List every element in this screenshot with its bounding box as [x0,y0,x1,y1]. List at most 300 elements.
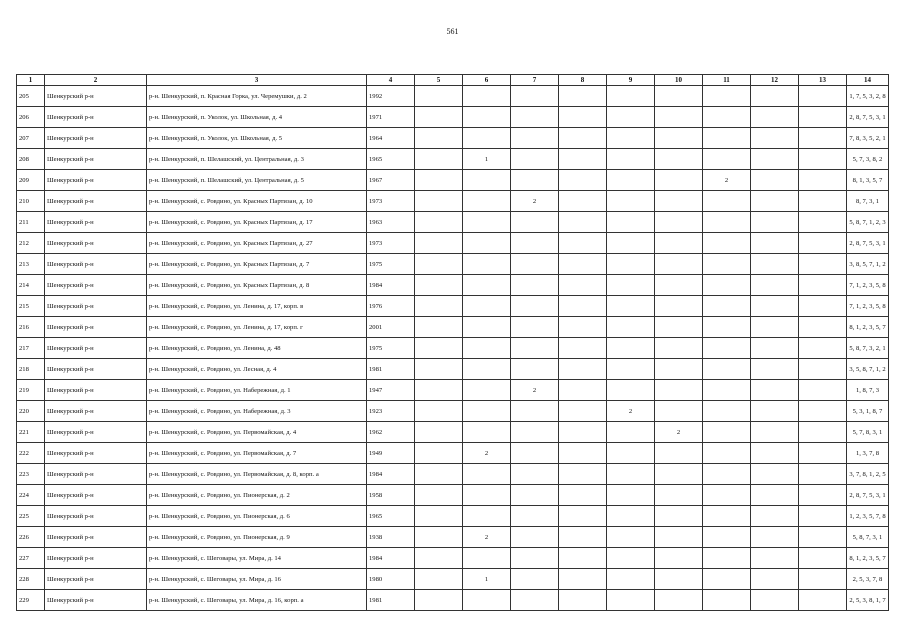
row-number-cell: 221 [17,422,45,443]
year-cell: 1975 [367,254,415,275]
column-8-cell [559,527,607,548]
row-number-cell: 226 [17,527,45,548]
column-11-cell [703,464,751,485]
column-6-cell: 2 [463,443,511,464]
district-cell: Шенкурский р-н [45,86,147,107]
column-7-cell [511,233,559,254]
column-6-cell [463,422,511,443]
year-cell: 1947 [367,380,415,401]
column-11-cell [703,275,751,296]
year-cell: 1964 [367,128,415,149]
column-12-cell [751,296,799,317]
column-7-cell: 2 [511,191,559,212]
column-13-cell [799,485,847,506]
column-13-cell [799,107,847,128]
column-7-cell [511,149,559,170]
column-8-cell [559,275,607,296]
column-14-cell: 2, 5, 3, 7, 8 [847,569,889,590]
column-header: 14 [847,75,889,86]
column-12-cell [751,233,799,254]
column-13-cell [799,569,847,590]
row-number-cell: 225 [17,506,45,527]
column-5-cell [415,485,463,506]
row-number-cell: 211 [17,212,45,233]
year-cell: 1973 [367,233,415,254]
column-12-cell [751,380,799,401]
column-7-cell [511,275,559,296]
row-number-cell: 210 [17,191,45,212]
column-14-cell: 7, 1, 2, 3, 5, 8 [847,275,889,296]
column-10-cell [655,485,703,506]
column-6-cell [463,170,511,191]
column-9-cell [607,380,655,401]
address-cell: р-н. Шенкурский, с. Шеговары, ул. Мира, д. 16, корп. а [147,590,367,611]
column-12-cell [751,317,799,338]
column-14-cell: 2, 8, 7, 5, 3, 1 [847,107,889,128]
address-cell: р-н. Шенкурский, с. Ровдино, ул. Первомайская, д. 4 [147,422,367,443]
column-10-cell [655,317,703,338]
row-number-cell: 206 [17,107,45,128]
column-header: 11 [703,75,751,86]
column-13-cell [799,401,847,422]
column-8-cell [559,170,607,191]
column-12-cell [751,170,799,191]
year-cell: 1973 [367,191,415,212]
column-10-cell [655,275,703,296]
district-cell: Шенкурский р-н [45,149,147,170]
column-14-cell: 3, 8, 5, 7, 1, 2 [847,254,889,275]
row-number-cell: 217 [17,338,45,359]
column-5-cell [415,464,463,485]
row-number-cell: 205 [17,86,45,107]
column-9-cell [607,485,655,506]
row-number-cell: 209 [17,170,45,191]
column-header: 9 [607,75,655,86]
column-5-cell [415,527,463,548]
column-13-cell [799,317,847,338]
column-14-cell: 3, 7, 8, 1, 2, 5 [847,464,889,485]
table-row [17,149,889,170]
column-11-cell [703,359,751,380]
column-8-cell [559,569,607,590]
address-cell: р-н. Шенкурский, п. Шелашский, ул. Центральная, д. 5 [147,170,367,191]
column-5-cell [415,590,463,611]
table-row [17,317,889,338]
row-number-cell: 229 [17,590,45,611]
district-cell: Шенкурский р-н [45,590,147,611]
column-13-cell [799,233,847,254]
header-row [17,75,889,86]
column-9-cell [607,359,655,380]
table-row [17,506,889,527]
column-9-cell [607,338,655,359]
column-14-cell: 5, 8, 7, 3, 1 [847,527,889,548]
row-number-cell: 227 [17,548,45,569]
column-6-cell [463,485,511,506]
column-7-cell [511,590,559,611]
column-11-cell [703,233,751,254]
column-5-cell [415,401,463,422]
column-10-cell [655,464,703,485]
column-10-cell [655,86,703,107]
column-8-cell [559,548,607,569]
column-14-cell: 3, 5, 8, 7, 1, 2 [847,359,889,380]
row-number-cell: 215 [17,296,45,317]
column-5-cell [415,128,463,149]
column-14-cell: 1, 8, 7, 3 [847,380,889,401]
column-7-cell [511,401,559,422]
column-9-cell [607,317,655,338]
column-9-cell [607,527,655,548]
column-7-cell [511,464,559,485]
table-row [17,107,889,128]
address-cell: р-н. Шенкурский, п. Красная Горка, ул. Черемушки, д. 2 [147,86,367,107]
column-9-cell [607,170,655,191]
column-9-cell [607,590,655,611]
year-cell: 1976 [367,296,415,317]
column-header: 1 [17,75,45,86]
column-8-cell [559,149,607,170]
column-7-cell [511,548,559,569]
column-header: 3 [147,75,367,86]
year-cell: 1965 [367,506,415,527]
column-header: 8 [559,75,607,86]
column-9-cell [607,422,655,443]
column-5-cell [415,359,463,380]
column-13-cell [799,191,847,212]
column-6-cell [463,506,511,527]
year-cell: 1971 [367,107,415,128]
district-cell: Шенкурский р-н [45,548,147,569]
column-10-cell [655,548,703,569]
column-7-cell [511,296,559,317]
column-9-cell [607,443,655,464]
column-13-cell [799,548,847,569]
column-14-cell: 8, 1, 2, 3, 5, 7 [847,317,889,338]
column-6-cell: 1 [463,149,511,170]
year-cell: 1967 [367,170,415,191]
address-cell: р-н. Шенкурский, с. Ровдино, ул. Красных Партизан, д. 27 [147,233,367,254]
table-body [17,86,889,611]
column-6-cell [463,548,511,569]
column-10-cell [655,443,703,464]
column-11-cell [703,548,751,569]
column-10-cell [655,380,703,401]
column-5-cell [415,254,463,275]
column-14-cell: 2, 8, 7, 5, 3, 1 [847,233,889,254]
row-number-cell: 219 [17,380,45,401]
column-9-cell [607,149,655,170]
column-14-cell: 2, 8, 7, 5, 3, 1 [847,485,889,506]
column-6-cell [463,317,511,338]
column-9-cell [607,212,655,233]
column-header: 13 [799,75,847,86]
column-13-cell [799,86,847,107]
table-row [17,590,889,611]
column-13-cell [799,170,847,191]
column-5-cell [415,86,463,107]
column-6-cell [463,254,511,275]
column-11-cell [703,107,751,128]
column-7-cell [511,422,559,443]
column-11-cell [703,254,751,275]
column-8-cell [559,254,607,275]
year-cell: 1938 [367,527,415,548]
column-8-cell [559,443,607,464]
column-10-cell [655,107,703,128]
column-14-cell: 7, 1, 2, 3, 5, 8 [847,296,889,317]
year-cell: 1980 [367,569,415,590]
column-13-cell [799,443,847,464]
column-7-cell [511,527,559,548]
column-11-cell [703,506,751,527]
column-10-cell [655,149,703,170]
column-8-cell [559,212,607,233]
column-14-cell: 1, 2, 3, 5, 7, 8 [847,506,889,527]
table-row [17,422,889,443]
column-8-cell [559,422,607,443]
column-12-cell [751,422,799,443]
column-6-cell [463,296,511,317]
column-9-cell [607,506,655,527]
column-6-cell [463,338,511,359]
column-11-cell [703,590,751,611]
column-9-cell [607,296,655,317]
column-header: 2 [45,75,147,86]
column-9-cell [607,233,655,254]
year-cell: 1975 [367,338,415,359]
table-row [17,443,889,464]
column-5-cell [415,170,463,191]
column-12-cell [751,548,799,569]
year-cell: 1992 [367,86,415,107]
address-cell: р-н. Шенкурский, с. Шеговары, ул. Мира, д. 14 [147,548,367,569]
address-cell: р-н. Шенкурский, с. Ровдино, ул. Пионерская, д. 9 [147,527,367,548]
column-6-cell [463,191,511,212]
column-5-cell [415,506,463,527]
column-14-cell: 8, 7, 3, 1 [847,191,889,212]
column-10-cell [655,359,703,380]
column-6-cell [463,275,511,296]
column-13-cell [799,149,847,170]
column-14-cell: 2, 5, 3, 8, 1, 7 [847,590,889,611]
column-6-cell [463,590,511,611]
column-8-cell [559,380,607,401]
column-6-cell: 2 [463,527,511,548]
column-6-cell [463,212,511,233]
column-13-cell [799,506,847,527]
year-cell: 1958 [367,485,415,506]
address-cell: р-н. Шенкурский, с. Ровдино, ул. Первомайская, д. 8, корп. а [147,464,367,485]
district-cell: Шенкурский р-н [45,401,147,422]
column-10-cell [655,569,703,590]
column-12-cell [751,107,799,128]
table-row [17,296,889,317]
district-cell: Шенкурский р-н [45,506,147,527]
column-11-cell [703,401,751,422]
column-9-cell [607,569,655,590]
column-6-cell: 1 [463,569,511,590]
column-13-cell [799,338,847,359]
address-cell: р-н. Шенкурский, с. Ровдино, ул. Красных Партизан, д. 10 [147,191,367,212]
column-9-cell: 2 [607,401,655,422]
column-5-cell [415,422,463,443]
district-cell: Шенкурский р-н [45,485,147,506]
address-cell: р-н. Шенкурский, с. Ровдино, ул. Красных Партизан, д. 7 [147,254,367,275]
column-12-cell [751,275,799,296]
column-11-cell: 2 [703,170,751,191]
column-13-cell [799,422,847,443]
address-cell: р-н. Шенкурский, с. Ровдино, ул. Красных Партизан, д. 8 [147,275,367,296]
column-14-cell: 7, 8, 3, 5, 2, 1 [847,128,889,149]
row-number-cell: 208 [17,149,45,170]
column-10-cell [655,191,703,212]
column-12-cell [751,128,799,149]
column-8-cell [559,590,607,611]
year-cell: 2001 [367,317,415,338]
year-cell: 1923 [367,401,415,422]
year-cell: 1984 [367,464,415,485]
column-7-cell [511,506,559,527]
page-number: 561 [446,27,459,36]
address-cell: р-н. Шенкурский, п. Уколок, ул. Школьная, д. 4 [147,107,367,128]
column-14-cell: 5, 8, 7, 1, 2, 3 [847,212,889,233]
column-12-cell [751,338,799,359]
address-cell: р-н. Шенкурский, с. Ровдино, ул. Красных Партизан, д. 17 [147,212,367,233]
column-header: 7 [511,75,559,86]
district-cell: Шенкурский р-н [45,338,147,359]
column-8-cell [559,86,607,107]
column-header: 10 [655,75,703,86]
column-8-cell [559,338,607,359]
address-cell: р-н. Шенкурский, с. Ровдино, ул. Пионерская, д. 6 [147,506,367,527]
column-9-cell [607,86,655,107]
column-7-cell [511,128,559,149]
district-cell: Шенкурский р-н [45,317,147,338]
data-table [16,74,889,611]
address-cell: р-н. Шенкурский, с. Шеговары, ул. Мира, д. 16 [147,569,367,590]
district-cell: Шенкурский р-н [45,443,147,464]
column-10-cell [655,254,703,275]
column-14-cell: 8, 1, 3, 5, 7 [847,170,889,191]
column-10-cell [655,506,703,527]
column-11-cell [703,149,751,170]
column-13-cell [799,275,847,296]
column-12-cell [751,254,799,275]
column-7-cell [511,485,559,506]
table-row [17,128,889,149]
district-cell: Шенкурский р-н [45,212,147,233]
district-cell: Шенкурский р-н [45,191,147,212]
row-number-cell: 224 [17,485,45,506]
column-12-cell [751,401,799,422]
year-cell: 1984 [367,548,415,569]
column-5-cell [415,149,463,170]
column-5-cell [415,212,463,233]
column-8-cell [559,464,607,485]
column-11-cell [703,338,751,359]
column-10-cell [655,233,703,254]
column-7-cell [511,359,559,380]
address-cell: р-н. Шенкурский, с. Ровдино, ул. Набережная, д. 3 [147,401,367,422]
address-cell: р-н. Шенкурский, с. Ровдино, ул. Первомайская, д. 7 [147,443,367,464]
column-7-cell [511,317,559,338]
column-8-cell [559,233,607,254]
column-5-cell [415,317,463,338]
column-10-cell [655,212,703,233]
column-12-cell [751,191,799,212]
column-8-cell [559,401,607,422]
column-11-cell [703,296,751,317]
column-8-cell [559,107,607,128]
table-row [17,86,889,107]
column-6-cell [463,233,511,254]
column-8-cell [559,296,607,317]
column-12-cell [751,86,799,107]
year-cell: 1963 [367,212,415,233]
table-row [17,275,889,296]
row-number-cell: 212 [17,233,45,254]
district-cell: Шенкурский р-н [45,464,147,485]
column-10-cell [655,590,703,611]
column-14-cell: 5, 8, 7, 3, 2, 1 [847,338,889,359]
column-13-cell [799,590,847,611]
column-5-cell [415,338,463,359]
column-7-cell [511,338,559,359]
address-cell: р-н. Шенкурский, с. Ровдино, ул. Ленина, д. 17, корп. г [147,317,367,338]
column-12-cell [751,485,799,506]
column-header: 6 [463,75,511,86]
year-cell: 1962 [367,422,415,443]
column-5-cell [415,548,463,569]
address-cell: р-н. Шенкурский, с. Ровдино, ул. Ленина, д. 48 [147,338,367,359]
column-5-cell [415,233,463,254]
column-14-cell: 1, 7, 5, 3, 2, 8 [847,86,889,107]
district-cell: Шенкурский р-н [45,296,147,317]
column-5-cell [415,569,463,590]
column-9-cell [607,128,655,149]
column-13-cell [799,212,847,233]
district-cell: Шенкурский р-н [45,254,147,275]
column-5-cell [415,107,463,128]
year-cell: 1981 [367,590,415,611]
table-row [17,191,889,212]
row-number-cell: 214 [17,275,45,296]
district-cell: Шенкурский р-н [45,569,147,590]
column-9-cell [607,191,655,212]
column-7-cell [511,86,559,107]
district-cell: Шенкурский р-н [45,233,147,254]
row-number-cell: 228 [17,569,45,590]
column-14-cell: 8, 1, 2, 3, 5, 7 [847,548,889,569]
column-11-cell [703,86,751,107]
column-11-cell [703,317,751,338]
column-13-cell [799,380,847,401]
column-14-cell: 5, 7, 8, 3, 1 [847,422,889,443]
column-8-cell [559,506,607,527]
district-cell: Шенкурский р-н [45,275,147,296]
column-5-cell [415,191,463,212]
address-cell: р-н. Шенкурский, п. Уколок, ул. Школьная, д. 5 [147,128,367,149]
table-row [17,548,889,569]
row-number-cell: 213 [17,254,45,275]
year-cell: 1981 [367,359,415,380]
column-7-cell: 2 [511,380,559,401]
table-row [17,338,889,359]
column-6-cell [463,128,511,149]
table-row [17,485,889,506]
row-number-cell: 218 [17,359,45,380]
